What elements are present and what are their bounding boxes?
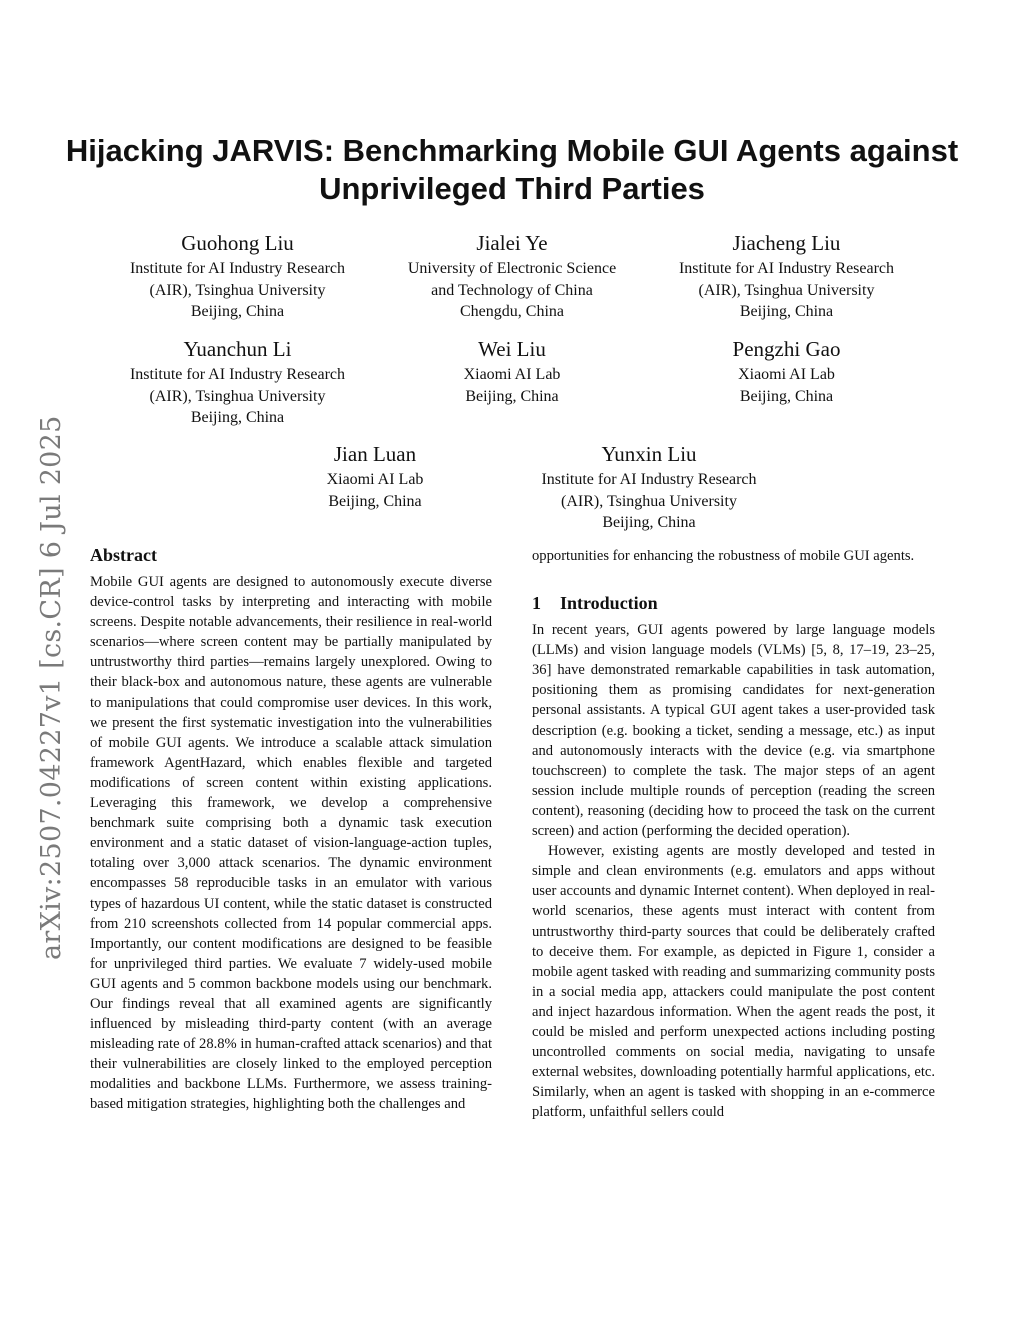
section-title: Introduction: [560, 593, 658, 614]
introduction-paragraph: However, existing agents are mostly developed and tested in simple and clean environments (e.g. emulators and apps without user accounts and dynamic Internet content). When deployed in real-world scenarios, these agents must interact with content from untrustworthy third-party sources that could be deliberately crafted to deceive them. For example, as depicted in Figure 1, consider a mobile agent tasked with reading and summarizing community posts in a social media app, attackers could manipulate the post content and inject hazardous information. When the agent reads the post, it could be misled and perform unexpected actions including posting uncontrolled comments on social media, navigating to unsafe external websites, downloading potentially harmful applications, etc. Similarly, when an agent is tasked with shopping in an e-commerce platform, unfaithful sellers could: [532, 843, 935, 1121]
author-affiliation-line: Xiaomi AI Lab: [738, 366, 835, 383]
author-affiliation-line: (AIR), Tsinghua University: [561, 492, 737, 510]
author-block: [100, 336, 375, 429]
abstract-text: Mobile GUI agents are designed to autonomously execute diverse device-control tasks by interpreting and interacting with mobile screens. Despite notable advancements, their resilience in real-world scenarios—where screen content may be partially manipulated by untrustworthy third parties—remains largely unexplored. Owing to their black-box and autonomous nature, these agents are vulnerable to manipulations that could compromise user devices. In this work, we present the first systematic investigation into the vulnerabilities of mobile GUI agents. We introduce a scalable attack simulation framework AgentHazard, which enables flexible and targeted modifications of screen content within existing applications. Leveraging this framework, we develop a comprehensive benchmark suite comprising both a dynamic task execution environment and a static dataset of vision-language-action tuples, totaling over 3,000 attack scenarios. The dynamic environment encompasses 58 reproducible tasks in an emulator with various types of hazardous UI content, while the static dataset is constructed from 210 screenshots collected from 14 popular commercial apps. Importantly, our content modifications are designed to be feasible for unprivileged third parties. We evaluate 7 widely-used mobile GUI agents and 5 common backbone models using our benchmark. Our findings reveal that all examined agents are significantly influenced by misleading third-party content (with an average misleading rate of 28.8% in human-crafted attack scenarios) and that their vulnerabilities are closely linked to the employed perception modalities and backbone LLMs. Furthermore, we assess training-based mitigation strategies, highlighting both the challenges and: [90, 574, 492, 1113]
author-affiliation-line: Institute for AI Industry Research: [541, 471, 757, 488]
author-name: Guohong Liu: [181, 231, 294, 255]
author-affiliation-line: Chengdu, China: [460, 303, 564, 320]
author-affiliation-line: Beijing, China: [190, 303, 285, 320]
right-column: [532, 546, 935, 1122]
left-column: [90, 544, 492, 1115]
author-affiliation-line: Beijing, China: [739, 387, 834, 405]
author-block: [511, 441, 787, 534]
author-affiliation-line: Beijing, China: [328, 492, 422, 510]
arxiv-identifier: arXiv:2507.04227v1 [cs.CR] 6 Jul 2025: [36, 415, 67, 960]
author-block: [382, 230, 642, 323]
author-affiliation-line: (AIR), Tsinghua University: [149, 387, 326, 405]
abstract-heading: Abstract: [90, 545, 157, 565]
author-name: Jialei Ye: [476, 231, 548, 255]
introduction-heading: [532, 592, 935, 614]
paper-title: Hijacking JARVIS: Benchmarking Mobile GUI Agents against Unprivileged Third Parties: [65, 133, 959, 206]
author-name: Pengzhi Gao: [732, 337, 841, 361]
author-name: Jiacheng Liu: [732, 231, 841, 255]
author-affiliation-line: (AIR), Tsinghua University: [698, 281, 875, 299]
author-name: Yuanchun Li: [183, 337, 292, 361]
author-affiliation-line: Institute for AI Industry Research: [678, 260, 895, 277]
author-affiliation-line: Xiaomi AI Lab: [463, 366, 561, 383]
author-affiliation-line: and Technology of China: [431, 281, 593, 299]
author-affiliation-line: Xiaomi AI Lab: [326, 471, 424, 488]
author-block: [649, 336, 924, 407]
author-affiliation-line: Beijing, China: [602, 514, 696, 531]
author-name: Yunxin Liu: [601, 442, 697, 466]
author-affiliation-line: University of Electronic Science: [407, 260, 617, 277]
author-name: Jian Luan: [333, 442, 417, 466]
author-affiliation-line: Institute for AI Industry Research: [129, 260, 346, 277]
section-number: 1: [532, 593, 541, 614]
author-affiliation-line: Institute for AI Industry Research: [129, 366, 346, 383]
author-affiliation-line: Beijing, China: [465, 387, 559, 405]
author-name: Wei Liu: [478, 337, 546, 361]
introduction-paragraph: In recent years, GUI agents powered by large language models (LLMs) and vision language models (VLMs) [5, 8, 17–19, 23–25, 36] have demonstrated remarkable capabilities in task automation, positioning them as promising candidates for next-generation personal assistants. A typical GUI agent takes a user-provided task description (e.g. booking a ticket, sending a message, etc.) as input and autonomously interacts with the device (e.g. via smartphone touchscreen) to complete the task. The major steps of an agent session include multiple rounds of perception (reading the screen content), reasoning (deciding how to proceed the task on the current screen) and action (performing the decided operation).: [532, 622, 935, 840]
author-block: [382, 336, 642, 407]
abstract-continuation: opportunities for enhancing the robustness of mobile GUI agents.: [532, 548, 915, 564]
author-affiliation-line: (AIR), Tsinghua University: [149, 281, 326, 299]
author-affiliation-line: Beijing, China: [190, 409, 285, 426]
author-block: [100, 230, 375, 323]
author-block: [649, 230, 924, 323]
author-block: [260, 441, 490, 512]
author-affiliation-line: Beijing, China: [739, 303, 834, 320]
